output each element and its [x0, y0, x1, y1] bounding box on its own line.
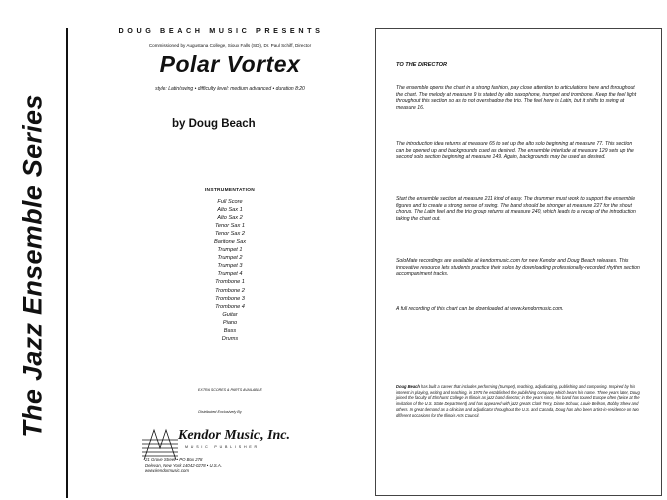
- instrument-item: Trombone 3: [215, 295, 245, 302]
- instrument-item: Trombone 1: [215, 279, 245, 286]
- director-paragraph: A full recording of this chart can be downloaded at www.kendormusic.com.: [396, 306, 564, 312]
- instrument-item: Trumpet 2: [217, 255, 243, 262]
- instrument-item: Guitar: [222, 311, 238, 318]
- distributed-note: Distributed Exclusively By: [198, 410, 242, 414]
- instrument-item: Alto Sax 2: [217, 215, 243, 222]
- address-line: www.kendormusic.com: [145, 468, 189, 474]
- style-line: style: Latin/swing • difficulty level: medium advanced • duration 8:20: [155, 86, 305, 92]
- series-spine: [0, 28, 66, 498]
- instrument-item: Alto Sax 1: [217, 207, 243, 214]
- instrument-item: Trombone 2: [215, 287, 245, 294]
- spine-divider: [66, 28, 68, 498]
- director-paragraph: The introduction idea returns at measure 65 to set up the alto solo beginning at measure 77. This section can be opened up and backgrounds cued as desired. The ensemble interlude at measure 129 sets up the second solo section beginning at measure 149. Again, backgrounds may be used as desired.: [396, 141, 634, 160]
- address-line: 21 Grove Street • PO Box 278: [145, 457, 203, 462]
- director-paragraph: The ensemble opens the chart in a strong fashion, pay close attention to articulations here and throughout the chart. The melody at measure 9 is stated by alto saxophone, trumpet and trombone. Keep the feel light throughout this section so as to not overshadow the trio. The feel here is Latin, but it shifts to swing at measure 16.: [396, 85, 637, 111]
- instrumentation-heading: INSTRUMENTATION: [204, 188, 256, 193]
- instrument-item: Piano: [222, 319, 238, 326]
- instrumentation-list: [170, 198, 290, 343]
- presents-line: DOUG BEACH MUSIC PRESENTS: [118, 26, 324, 35]
- director-heading: TO THE DIRECTOR: [396, 62, 448, 68]
- bio-name: Doug Beach: [396, 384, 420, 389]
- director-paragraph: SoloMate recordings are available at kendormusic.com for new Kendor and Doug Beach releases. This innovative resource lets students practice their solos by downloading professionally-recorded rhythm section accompaniment tracks.: [396, 258, 640, 277]
- bio-text: has built a career that includes performing (trumpet), teaching, adjudicating, publishing and composing. Inspired by his interest in playing, writing and teaching, in 1975 he established the publishing company which bears his name. Three years later, Doug joined the faculty of Elmhurst College in Illinois as jazz band director; in the years since, his band has toured Europe often (twice at the invitation of the U.S. State Department) and has appeared with jazz greats Clark Terry, Diane Schuur, Louie Bellson, Bobby Shew and others. In great demand as a clinician and adjudicator throughout the U.S. and Canada, Doug has also been artist-in-residence on two different occasions for the Illinois Arts Council.: [396, 384, 640, 418]
- publisher-name: Kendor Music, Inc.: [178, 428, 291, 443]
- instrument-item: Trumpet 3: [217, 263, 243, 270]
- instrument-item: Trumpet 4: [217, 271, 243, 278]
- composer-byline: by Doug Beach: [172, 118, 256, 130]
- publisher-sub: MUSIC PUBLISHER: [185, 445, 260, 449]
- piece-title: Polar Vortex: [159, 51, 301, 77]
- director-paragraph: Start the ensemble section at measure 211 kind of easy. The drummer must work to support the ensemble figures and to create a strong sense of swing. The band should be stronger at measure 227 for the shout chorus. The Latin feel and the trio group returns at measure 240, which leads to a recap of the introduction taking the chart out.: [396, 196, 636, 222]
- instrument-item: Drums: [221, 335, 239, 342]
- instrument-item: Full Score: [217, 199, 243, 205]
- series-title: The Jazz Ensemble Series: [17, 94, 48, 438]
- composer-bio: [396, 384, 644, 418]
- extras-note: EXTRA SCORES & PARTS AVAILABLE: [198, 388, 262, 392]
- instrument-item: Bass: [223, 327, 237, 334]
- instrument-item: Tenor Sax 1: [215, 223, 245, 230]
- commission-line: Commissioned by Augustana College, Sioux Falls (SD), Dr. Paul Schiff, Director: [148, 43, 312, 48]
- instrument-item: Trumpet 1: [217, 247, 243, 254]
- address-line: Delevan, New York 14042-0278 • U.S.A.: [145, 462, 222, 468]
- instrument-item: Tenor Sax 2: [215, 231, 245, 238]
- instrument-item: Trombone 4: [215, 303, 245, 310]
- instrument-item: Baritone Sax: [213, 239, 247, 246]
- publisher-address: [145, 457, 222, 474]
